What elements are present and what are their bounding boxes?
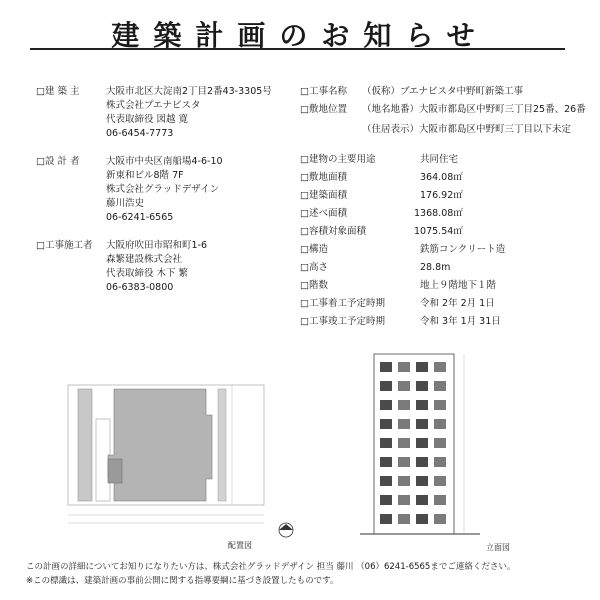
- spec-label: □高さ: [300, 262, 328, 273]
- contractor-line: 06-6383-0800: [106, 282, 174, 293]
- designer-line: 藤川浩史: [106, 198, 145, 209]
- site-label: □敷地位置: [300, 104, 347, 115]
- elevation-window: [434, 457, 446, 467]
- project-name-label: □工事名称: [300, 86, 347, 97]
- spec-label: □構造: [300, 244, 328, 255]
- elevation-window: [416, 419, 428, 429]
- elevation-window: [380, 514, 392, 524]
- spec-value: 1368.08㎡: [414, 208, 463, 219]
- elevation-label: 立面図: [486, 543, 510, 552]
- designer-label: □設 計 者: [36, 156, 80, 167]
- spec-label: □階数: [300, 280, 328, 291]
- spec-value: 28.8m: [420, 262, 451, 273]
- spec-label: □容積対象面積: [300, 226, 366, 237]
- owner-line: 06-6454-7773: [106, 128, 174, 139]
- elevation-window: [380, 381, 392, 391]
- owner-label: □建 築 主: [36, 86, 80, 97]
- spec-value: 地上９階地下１階: [420, 280, 497, 291]
- elevation-window: [434, 438, 446, 448]
- elevation-drawing: [360, 350, 480, 540]
- owner-line: 大阪市北区大淀南2丁目2番43-3305号: [106, 86, 272, 97]
- designer-line: 新東和ビル8階 7F: [106, 170, 184, 181]
- elevation-window: [434, 381, 446, 391]
- elevation-window: [398, 495, 410, 505]
- contractor-label: □工事施工者: [36, 240, 93, 251]
- spec-value: 令和 3年 1月 31日: [420, 316, 501, 327]
- designer-line: 大阪市中央区南船場4-6-10: [106, 156, 223, 167]
- elevation-window: [398, 438, 410, 448]
- elevation-window: [434, 514, 446, 524]
- elevation-window: [398, 419, 410, 429]
- footer-note: ※この標識は、建築計画の事前公開に関する指導要綱に基づき設置したものです。: [26, 576, 339, 586]
- spec-label: □工事着工予定時期: [300, 298, 385, 309]
- spec-label: □工事竣工予定時期: [300, 316, 385, 327]
- elevation-window: [398, 457, 410, 467]
- elevation-window: [434, 400, 446, 410]
- spec-value: 176.92㎡: [420, 190, 463, 201]
- elevation-window: [380, 476, 392, 486]
- spec-label: □建築面積: [300, 190, 347, 201]
- elevation-window: [434, 419, 446, 429]
- site-plan-drawing: [60, 375, 280, 535]
- elevation-window: [380, 457, 392, 467]
- spec-value: 鉄筋コンクリート造: [420, 244, 506, 255]
- elevation-window: [434, 476, 446, 486]
- project-name-value: （仮称）ブエナビスタ中野町新築工事: [362, 86, 524, 97]
- spec-label: □建物の主要用途: [300, 154, 376, 165]
- designer-line: 株式会社グラッドデザイン: [106, 184, 220, 195]
- elevation-window: [416, 362, 428, 372]
- elevation-window: [416, 400, 428, 410]
- spec-value: 令和 2年 2月 1日: [420, 298, 495, 309]
- elevation-window: [434, 362, 446, 372]
- spec-value: 1075.54㎡: [414, 226, 463, 237]
- elevation-window: [380, 438, 392, 448]
- north-arrow-icon: [276, 520, 300, 540]
- elevation-window: [380, 362, 392, 372]
- adjacent-strip: [218, 389, 226, 501]
- elevation-window: [398, 381, 410, 391]
- page-title: 建築計画のお知らせ: [111, 19, 489, 52]
- owner-line: 代表取締役 図越 寛: [106, 114, 189, 125]
- contractor-line: 森繁建設株式会社: [106, 254, 183, 265]
- site-lot: （地名地番）大阪市都島区中野町三丁目25番、26番: [362, 104, 586, 115]
- elevation-window: [434, 495, 446, 505]
- elevation-window: [380, 419, 392, 429]
- elevation-window: [416, 438, 428, 448]
- designer-line: 06-6241-6565: [106, 212, 174, 223]
- owner-line: 株式会社プエナビスタ: [106, 100, 201, 111]
- elevation-window: [416, 381, 428, 391]
- contractor-line: 代表取締役 木下 繁: [106, 268, 189, 279]
- site-address: （住居表示）大阪市都島区中野町三丁目以下未定: [362, 124, 572, 135]
- spec-value: 共同住宅: [420, 154, 459, 165]
- elevation-window: [416, 476, 428, 486]
- building-footprint: [108, 389, 212, 501]
- spec-label: □述べ面積: [300, 208, 347, 219]
- title-underline: [30, 48, 565, 50]
- adjacent-road: [78, 389, 92, 501]
- elevation-window: [416, 457, 428, 467]
- elevation-window: [416, 495, 428, 505]
- parking-area: [108, 459, 122, 483]
- elevation-window: [416, 514, 428, 524]
- site-plan-label: 配置図: [228, 541, 252, 550]
- elevation-window: [398, 476, 410, 486]
- spec-label: □敷地面積: [300, 172, 347, 183]
- elevation-window: [380, 400, 392, 410]
- elevation-window: [398, 514, 410, 524]
- contractor-line: 大阪府吹田市昭和町1-6: [106, 240, 208, 251]
- footer-contact: この計画の詳細についてお知りになりたい方は、株式会社グラッドデザイン 担当 藤川 （06）6241-6565までご連絡ください。: [26, 562, 516, 572]
- elevation-window: [380, 495, 392, 505]
- spec-value: 364.08㎡: [420, 172, 463, 183]
- elevation-window: [398, 400, 410, 410]
- elevation-window: [398, 362, 410, 372]
